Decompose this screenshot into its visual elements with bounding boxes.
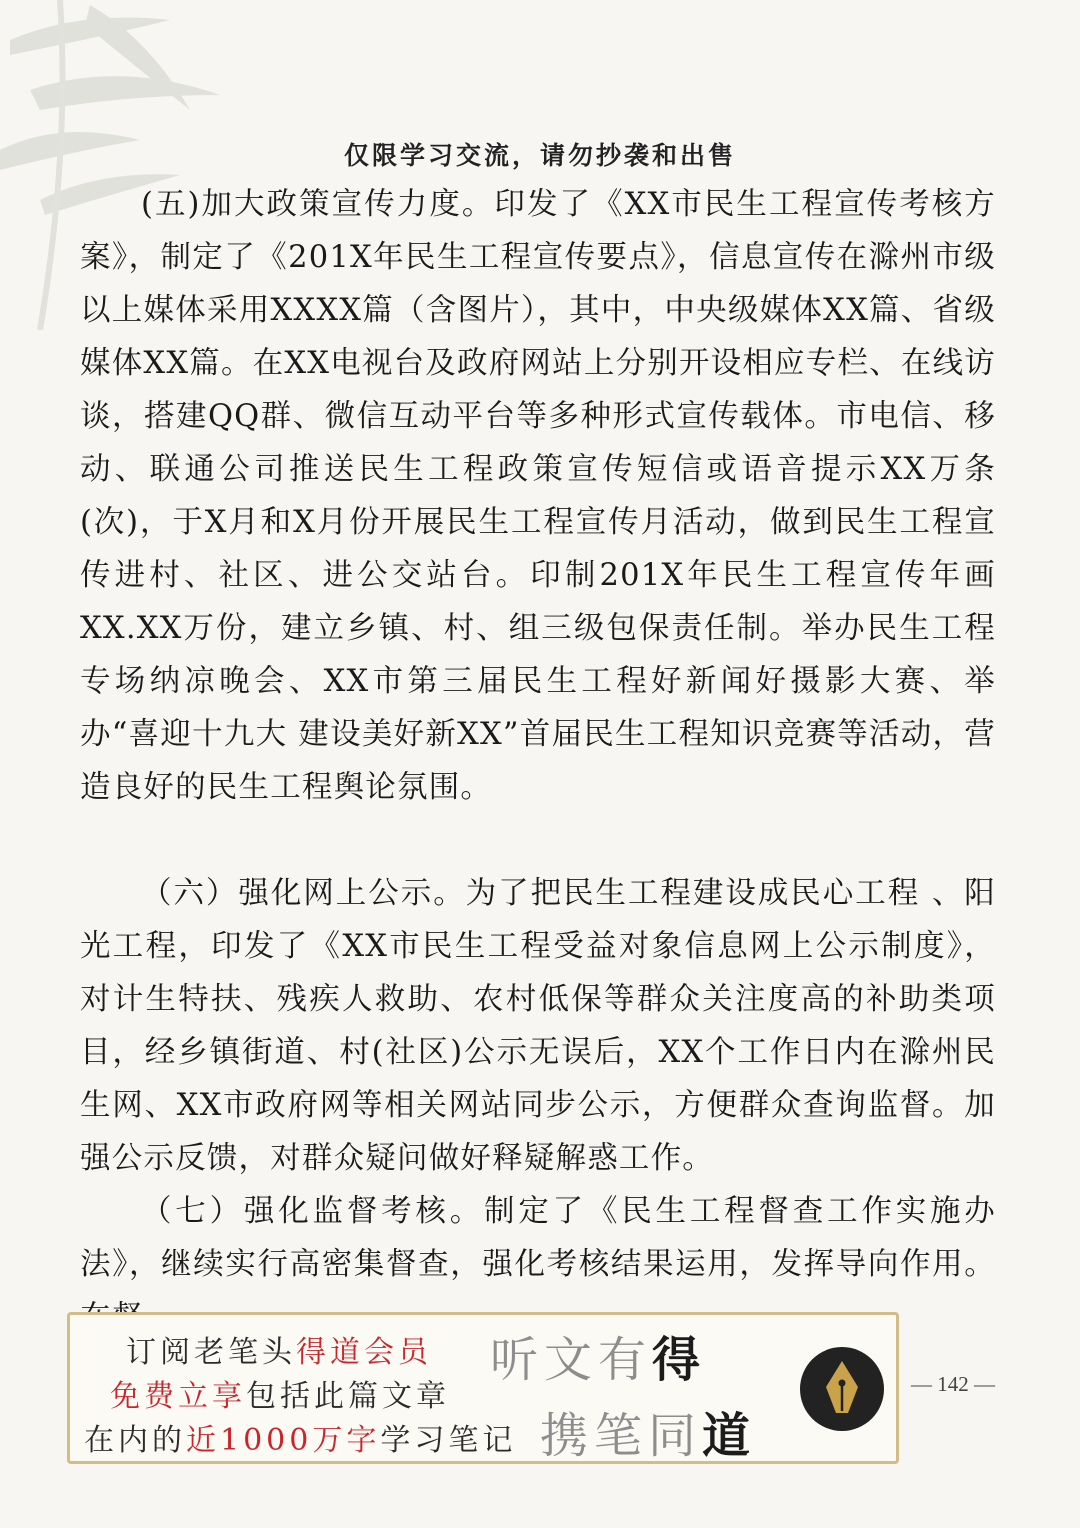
slogan-1-dark: 得 (652, 1332, 707, 1388)
promo-count-text: 近1000万字 (186, 1423, 381, 1458)
paragraph-supervision: （七）强化监督考核。制定了《民生工程督查工作实施办法》，继续实行高密集督查，强化考核结果运用，发挥导向作用。 (80, 1194, 996, 1282)
promo-line-1 (126, 1327, 432, 1371)
slogan-2-gray: 携笔同 (540, 1408, 703, 1464)
page-number: — 142 — (911, 1372, 995, 1396)
promo-include-text: 包括此篇文章 (246, 1379, 450, 1414)
promo-line-2 (110, 1371, 450, 1415)
paragraph-publicity: (五)加大政策宣传力度。印发了《XX市民生工程宣传考核方案》，制定了《201X年民生工程宣传要点》，信息宣传在滁州市级以上媒体采用XXXX篇（含图片），其中，中央级媒体XX篇、省级媒体XX篇。在XX电视台及政府网站上分别开设相应专栏、在线访谈，搭建QQ群、微信互动平台等多种形式宣传载体。市电信、移动、联通公司推送民生工程政策宣传短信或语音提示XX万条(次)，于X月和X月份开展民生工程宣传月活动，做到民生工程宣传进村、社区、进公交站台。印制201X年民生工程宣传年画XX.XX万份，建立乡镇、村、组三级包保责任制。举办民生工程专场纳凉晚会、XX市第三届民生工程好新闻好摄影大赛、举办“喜迎十九大 建设美好新XX”首届民生工程知识竞赛等活动，营造良好的民生工程舆论氛围。 (80, 187, 996, 805)
study-only-notice: 仅限学习交流，请勿抄袭和出售 (343, 141, 736, 170)
promo-notes-text: 学习笔记 (380, 1423, 517, 1458)
promo-subscribe-text: 订阅老笔头 (126, 1335, 296, 1370)
article-body (80, 178, 996, 1344)
fountain-pen-nib-icon (800, 1347, 884, 1431)
membership-ad-banner[interactable] (67, 1312, 899, 1464)
promo-member-text: 得道会员 (296, 1335, 432, 1370)
promo-within-text: 在内的 (84, 1423, 186, 1458)
slogan-1-gray: 听文有 (490, 1332, 653, 1388)
promo-line-3 (84, 1415, 516, 1459)
paragraph-online-publicity: （六）强化网上公示。为了把民生工程建设成民心工程 、阳光工程，印发了《XX市民生工程受益对象信息网上公示制度》，对计生特扶、残疾人救助、农村低保等群众关注度高的补助类项目，经乡镇街道、村(社区)公示无误后，XX个工作日内在滁州民生网、XX市政府网等相关网站同步公示，方便群众查询监督。加强公示反馈，对群众疑问做好释疑解惑工作。 (80, 876, 996, 1176)
slogan-line-2 (540, 1397, 756, 1466)
promo-free-text: 免费立享 (110, 1379, 246, 1414)
slogan-line-1 (490, 1321, 706, 1390)
slogan-2-dark: 道 (702, 1408, 757, 1464)
